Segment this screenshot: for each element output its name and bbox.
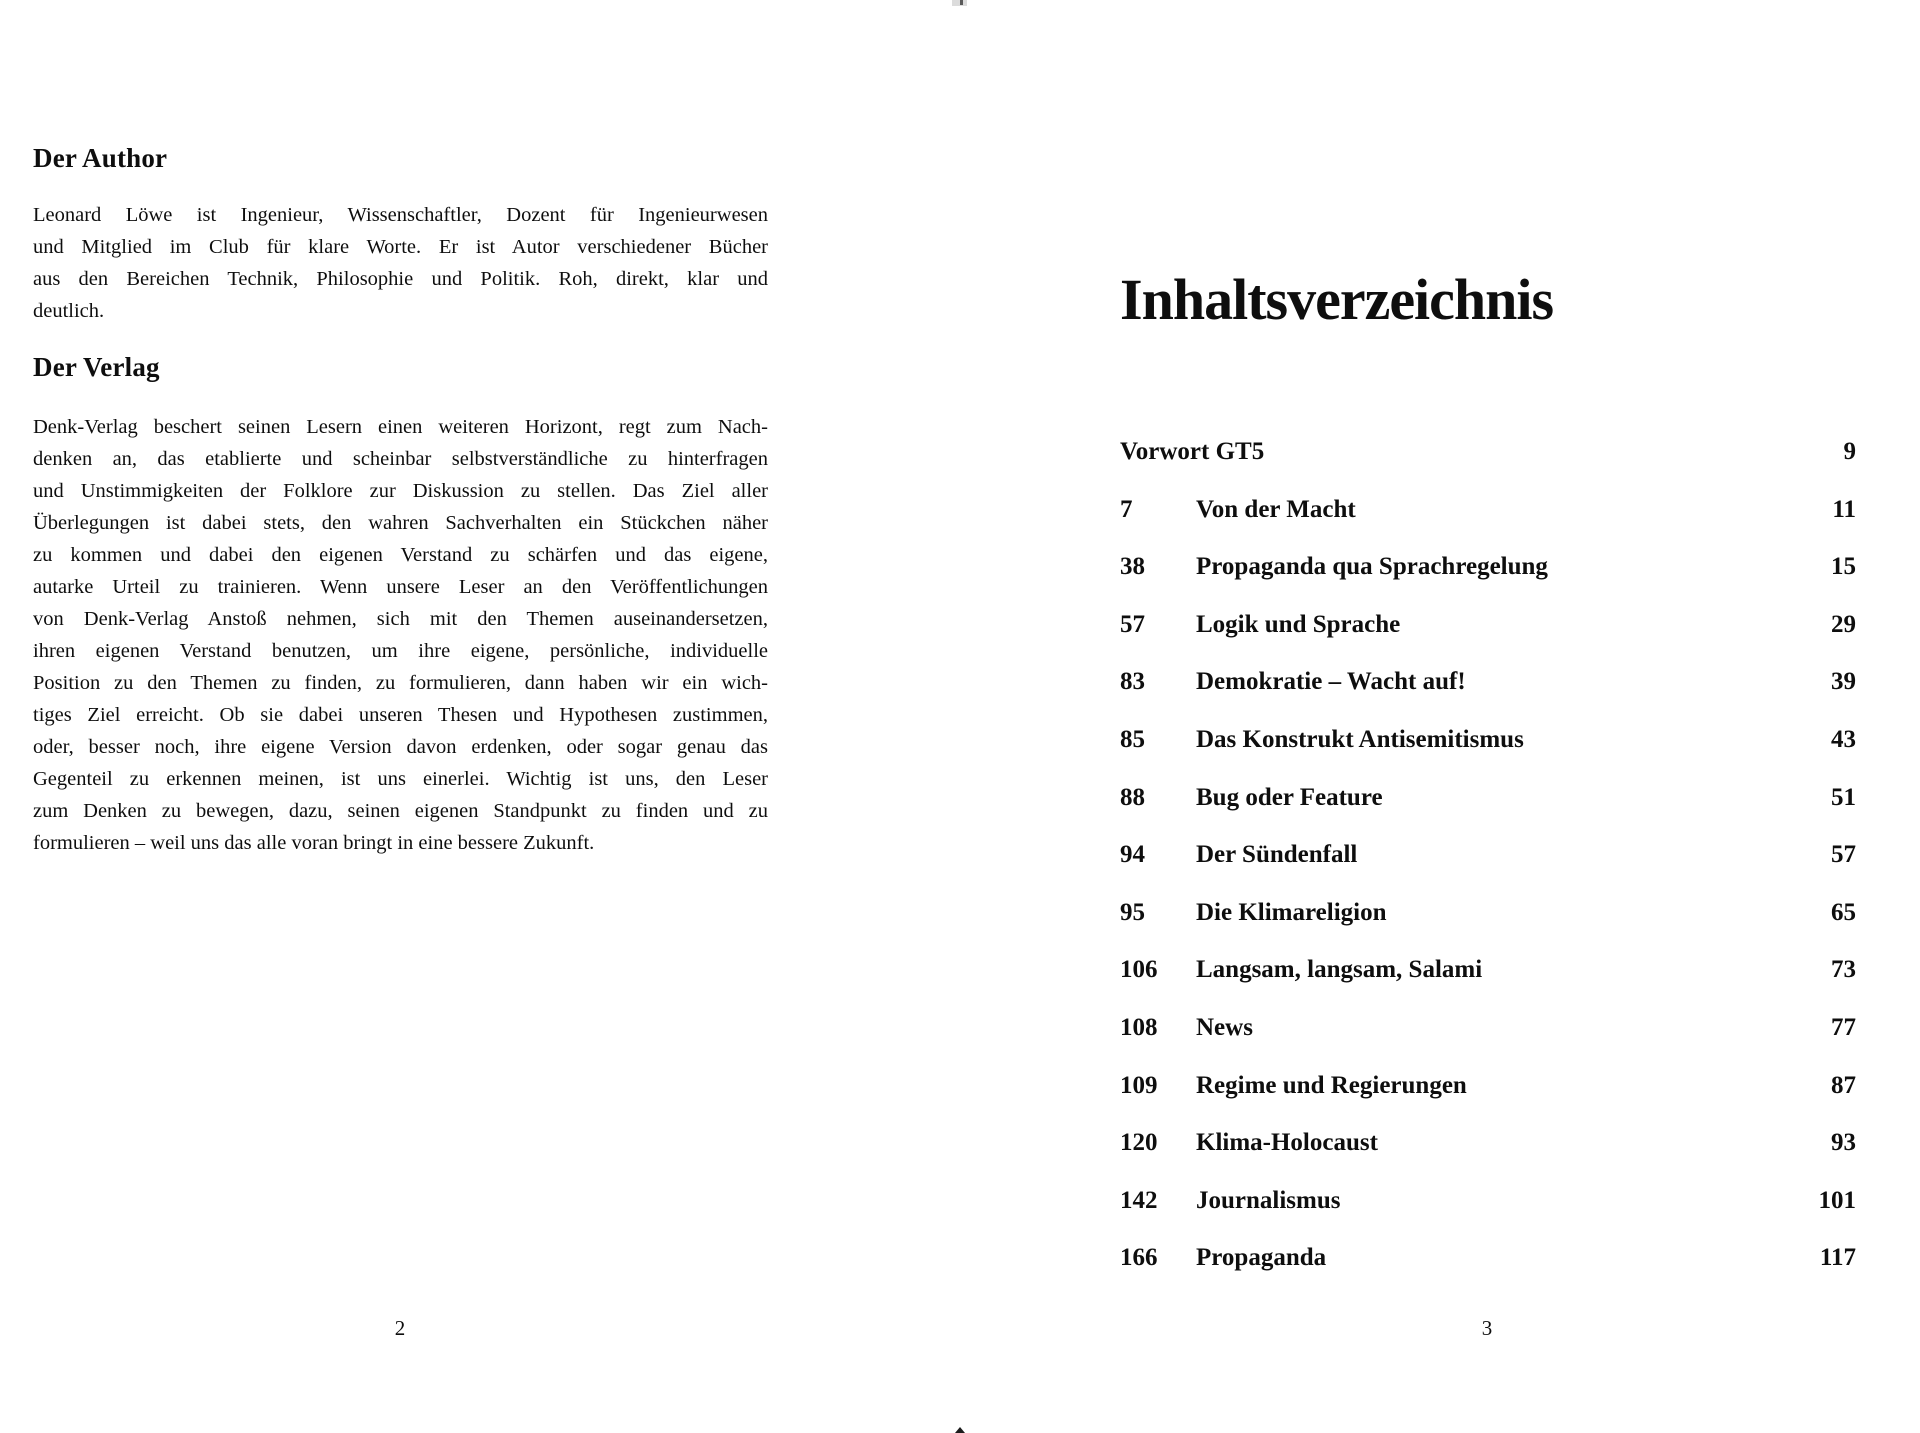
toc-page-number: 15 — [1831, 553, 1856, 581]
toc-row — [1120, 1072, 1856, 1130]
author-paragraph — [33, 199, 768, 327]
toc-page-number: 87 — [1831, 1071, 1856, 1099]
toc-chapter-number: 38 — [1120, 553, 1145, 581]
toc-chapter-number: 108 — [1120, 1013, 1158, 1041]
text-line: zu kommen und dabei den eigenen Verstand zu schärfen und das eigene, — [33, 544, 768, 566]
right-page — [960, 0, 1920, 1433]
toc-row — [1120, 841, 1856, 899]
toc-page-number: 117 — [1819, 1244, 1856, 1272]
toc-title: Inhaltsverzeichnis — [1120, 267, 1554, 332]
right-page-number: 3 — [1481, 1316, 1493, 1340]
toc-entry-title: Das Konstrukt Antisemitismus — [1196, 725, 1524, 753]
toc-chapter-number: 142 — [1120, 1186, 1158, 1214]
toc-page-number: 39 — [1831, 668, 1856, 696]
toc-page-number: 11 — [1832, 495, 1856, 523]
toc-entry-title: Von der Macht — [1196, 495, 1356, 523]
toc-entry-title: Klima-Holocaust — [1196, 1129, 1378, 1157]
toc-entry-title: Propaganda — [1196, 1244, 1327, 1272]
text-line: deutlich. — [33, 300, 105, 322]
toc-chapter-number: 94 — [1120, 841, 1145, 869]
toc-page-number: 29 — [1831, 610, 1856, 638]
author-heading: Der Author — [33, 143, 168, 173]
toc-entry-title: Regime und Regierungen — [1196, 1071, 1467, 1099]
toc-entry-title: Die Klimareligion — [1196, 898, 1387, 926]
toc-page-number: 51 — [1831, 783, 1856, 811]
toc-page-number: 77 — [1831, 1013, 1856, 1041]
toc-entry-title: Propaganda qua Sprachregelung — [1196, 553, 1548, 581]
text-line: oder, besser noch, ihre eigene Version davon erdenken, oder sogar genau das — [33, 736, 768, 758]
toc-row — [1120, 784, 1856, 842]
text-line: tiges Ziel erreicht. Ob sie dabei unseren Thesen und Hypothesen zustimmen, — [33, 704, 768, 726]
toc-row — [1120, 611, 1856, 669]
publisher-paragraph — [33, 411, 768, 859]
toc-entry-title: Demokratie – Wacht auf! — [1196, 668, 1466, 696]
toc-page-number: 65 — [1831, 898, 1856, 926]
toc-chapter-number: 106 — [1120, 956, 1158, 984]
left-page-number: 2 — [394, 1316, 406, 1340]
toc-entry-title: Logik und Sprache — [1196, 610, 1401, 638]
toc-row — [1120, 438, 1856, 496]
toc-row — [1120, 1014, 1856, 1072]
top-edge-mark — [952, 0, 967, 6]
toc-chapter-number: 95 — [1120, 898, 1145, 926]
toc-page-number: 9 — [1843, 438, 1856, 465]
toc-chapter-number: 7 — [1120, 495, 1133, 523]
toc-chapter-number: 85 — [1120, 725, 1145, 753]
toc-row — [1120, 1244, 1856, 1302]
toc-entry-title: Bug oder Feature — [1196, 783, 1383, 811]
toc-entry-title: Vorwort GT5 — [1120, 438, 1265, 465]
toc-entry-title: Langsam, langsam, Salami — [1196, 956, 1483, 984]
toc-row — [1120, 668, 1856, 726]
text-line: zum Denken zu bewegen, dazu, seinen eigenen Standpunkt zu finden und zu — [33, 800, 768, 822]
toc-entry-title: News — [1196, 1013, 1253, 1041]
text-line: formulieren – weil uns das alle voran bringt in eine bessere Zukunft. — [33, 832, 595, 854]
toc-chapter-number: 88 — [1120, 783, 1145, 811]
text-line: Gegenteil zu erkennen meinen, ist uns einerlei. Wichtig ist uns, den Leser — [33, 768, 768, 790]
toc-chapter-number: 109 — [1120, 1071, 1158, 1099]
text-line: aus den Bereichen Technik, Philosophie und Politik. Roh, direkt, klar und — [33, 268, 768, 290]
text-line: denken an, das etablierte und scheinbar selbstverständliche zu hinterfragen — [33, 448, 768, 470]
text-line: Position zu den Themen zu finden, zu formulieren, dann haben wir ein wich- — [33, 672, 768, 694]
toc-row — [1120, 1187, 1856, 1245]
table-of-contents — [1120, 438, 1856, 1302]
text-line: und Mitglied im Club für klare Worte. Er ist Autor verschiedener Bücher — [33, 236, 768, 258]
publisher-heading: Der Verlag — [33, 352, 160, 382]
toc-row — [1120, 956, 1856, 1014]
toc-chapter-number: 120 — [1120, 1129, 1158, 1157]
bottom-edge-mark — [955, 1427, 965, 1433]
toc-chapter-number: 57 — [1120, 610, 1145, 638]
toc-row — [1120, 899, 1856, 957]
toc-entry-title: Der Sündenfall — [1196, 841, 1358, 869]
text-line: Leonard Löwe ist Ingenieur, Wissenschaftler, Dozent für Ingenieurwesen — [33, 204, 768, 226]
toc-page-number: 101 — [1818, 1186, 1856, 1214]
toc-entry-title: Journalismus — [1196, 1186, 1341, 1214]
toc-chapter-number: 166 — [1120, 1244, 1158, 1272]
toc-row — [1120, 726, 1856, 784]
toc-page-number: 57 — [1831, 841, 1856, 869]
text-line: autarke Urteil zu trainieren. Wenn unsere Leser an den Veröffentlichungen — [33, 576, 768, 598]
toc-row — [1120, 553, 1856, 611]
text-line: Denk-Verlag beschert seinen Lesern einen weiteren Horizont, regt zum Nach- — [33, 416, 768, 438]
toc-row — [1120, 1129, 1856, 1187]
toc-row — [1120, 496, 1856, 554]
toc-page-number: 43 — [1831, 725, 1856, 753]
text-line: und Unstimmigkeiten der Folklore zur Diskussion zu stellen. Das Ziel aller — [33, 480, 768, 502]
toc-page-number: 73 — [1831, 956, 1856, 984]
text-line: Überlegungen ist dabei stets, den wahren Sachverhalten ein Stückchen näher — [33, 512, 768, 534]
text-line: ihren eigenen Verstand benutzen, um ihre eigene, persönliche, individuelle — [33, 640, 768, 662]
toc-page-number: 93 — [1831, 1129, 1856, 1157]
toc-chapter-number: 83 — [1120, 668, 1145, 696]
text-line: von Denk-Verlag Anstoß nehmen, sich mit den Themen auseinandersetzen, — [33, 608, 768, 630]
